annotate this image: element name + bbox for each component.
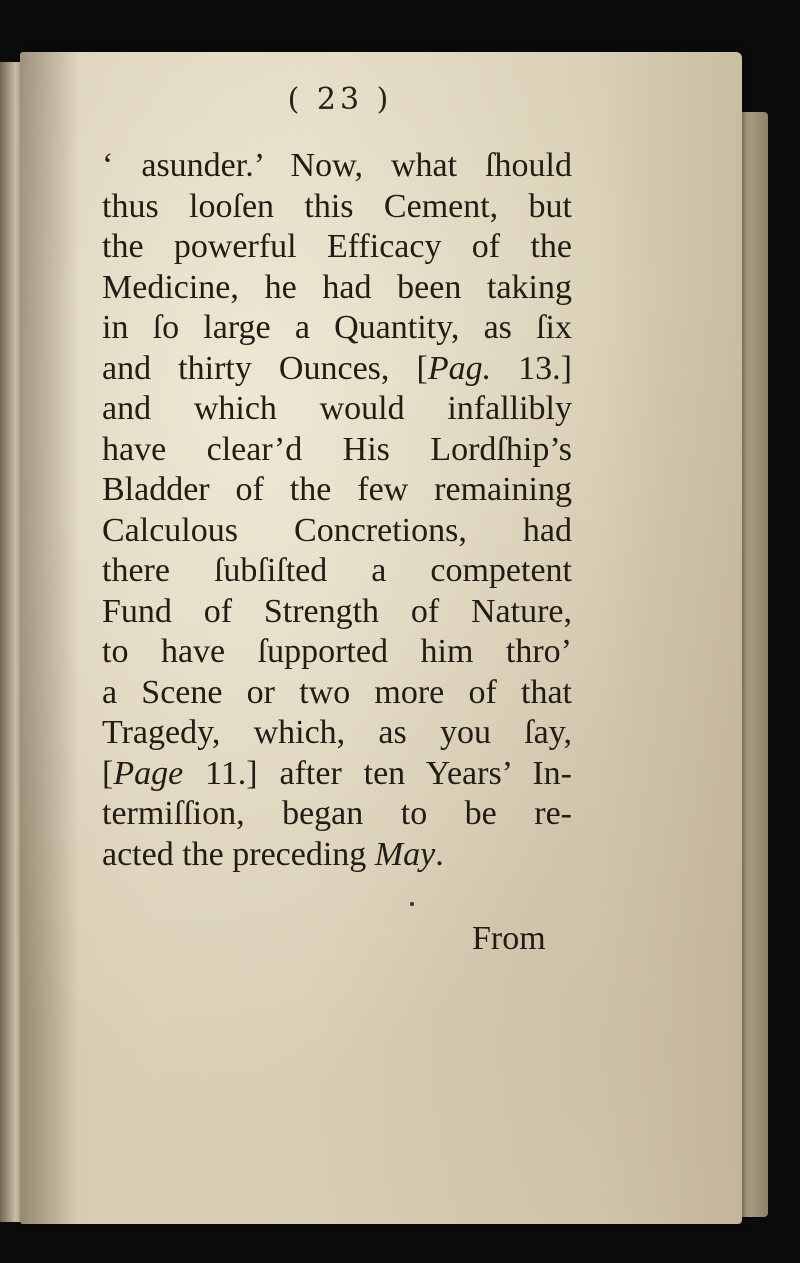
text-line: to have ſupported him thro’: [102, 633, 572, 670]
text-line: and which would infallibly: [102, 390, 572, 427]
text-line: Fund of Strength of Nature,: [102, 592, 572, 630]
text-line: a Scene or two more of that: [102, 673, 572, 711]
text-line: Tragedy, which, as you ſay,: [102, 714, 572, 751]
text-line: acted the preceding May.: [102, 835, 444, 873]
text-line: thus looſen this Cement, but: [102, 187, 572, 225]
page-reference-italic: Page: [113, 754, 184, 792]
text-line: Bladder of the few remaining: [102, 471, 572, 508]
text-line: [Page 11.] after ten Years’ In-: [102, 754, 572, 792]
text-line: termiſſion, began to be re-: [102, 795, 572, 832]
text-line: Medicine, he had been taking: [102, 268, 572, 306]
page-number: ( 23 ): [287, 82, 393, 117]
book-page: [20, 52, 742, 1224]
month-italic: May: [374, 835, 436, 873]
text-line: have clear’d His Lordſhip’s: [102, 430, 572, 468]
text-line: in ſo large a Quantity, as ſix: [102, 309, 572, 346]
catchword: From: [472, 920, 546, 957]
text-line: the powerful Efficacy of the: [102, 228, 572, 265]
page-reference-italic: Pag.: [427, 349, 492, 387]
text-line: Calculous Concretions, had: [102, 511, 572, 549]
text-line: ‘ asunder.’ Now, what ſhould: [102, 147, 572, 184]
text-line: and thirty Ounces, [Pag. 13.]: [102, 349, 573, 387]
text-line: there ſubſiſted a competent: [102, 552, 572, 589]
body-text: [102, 146, 572, 875]
gutter-shadow: [20, 52, 80, 1224]
ink-speck: [410, 902, 414, 906]
